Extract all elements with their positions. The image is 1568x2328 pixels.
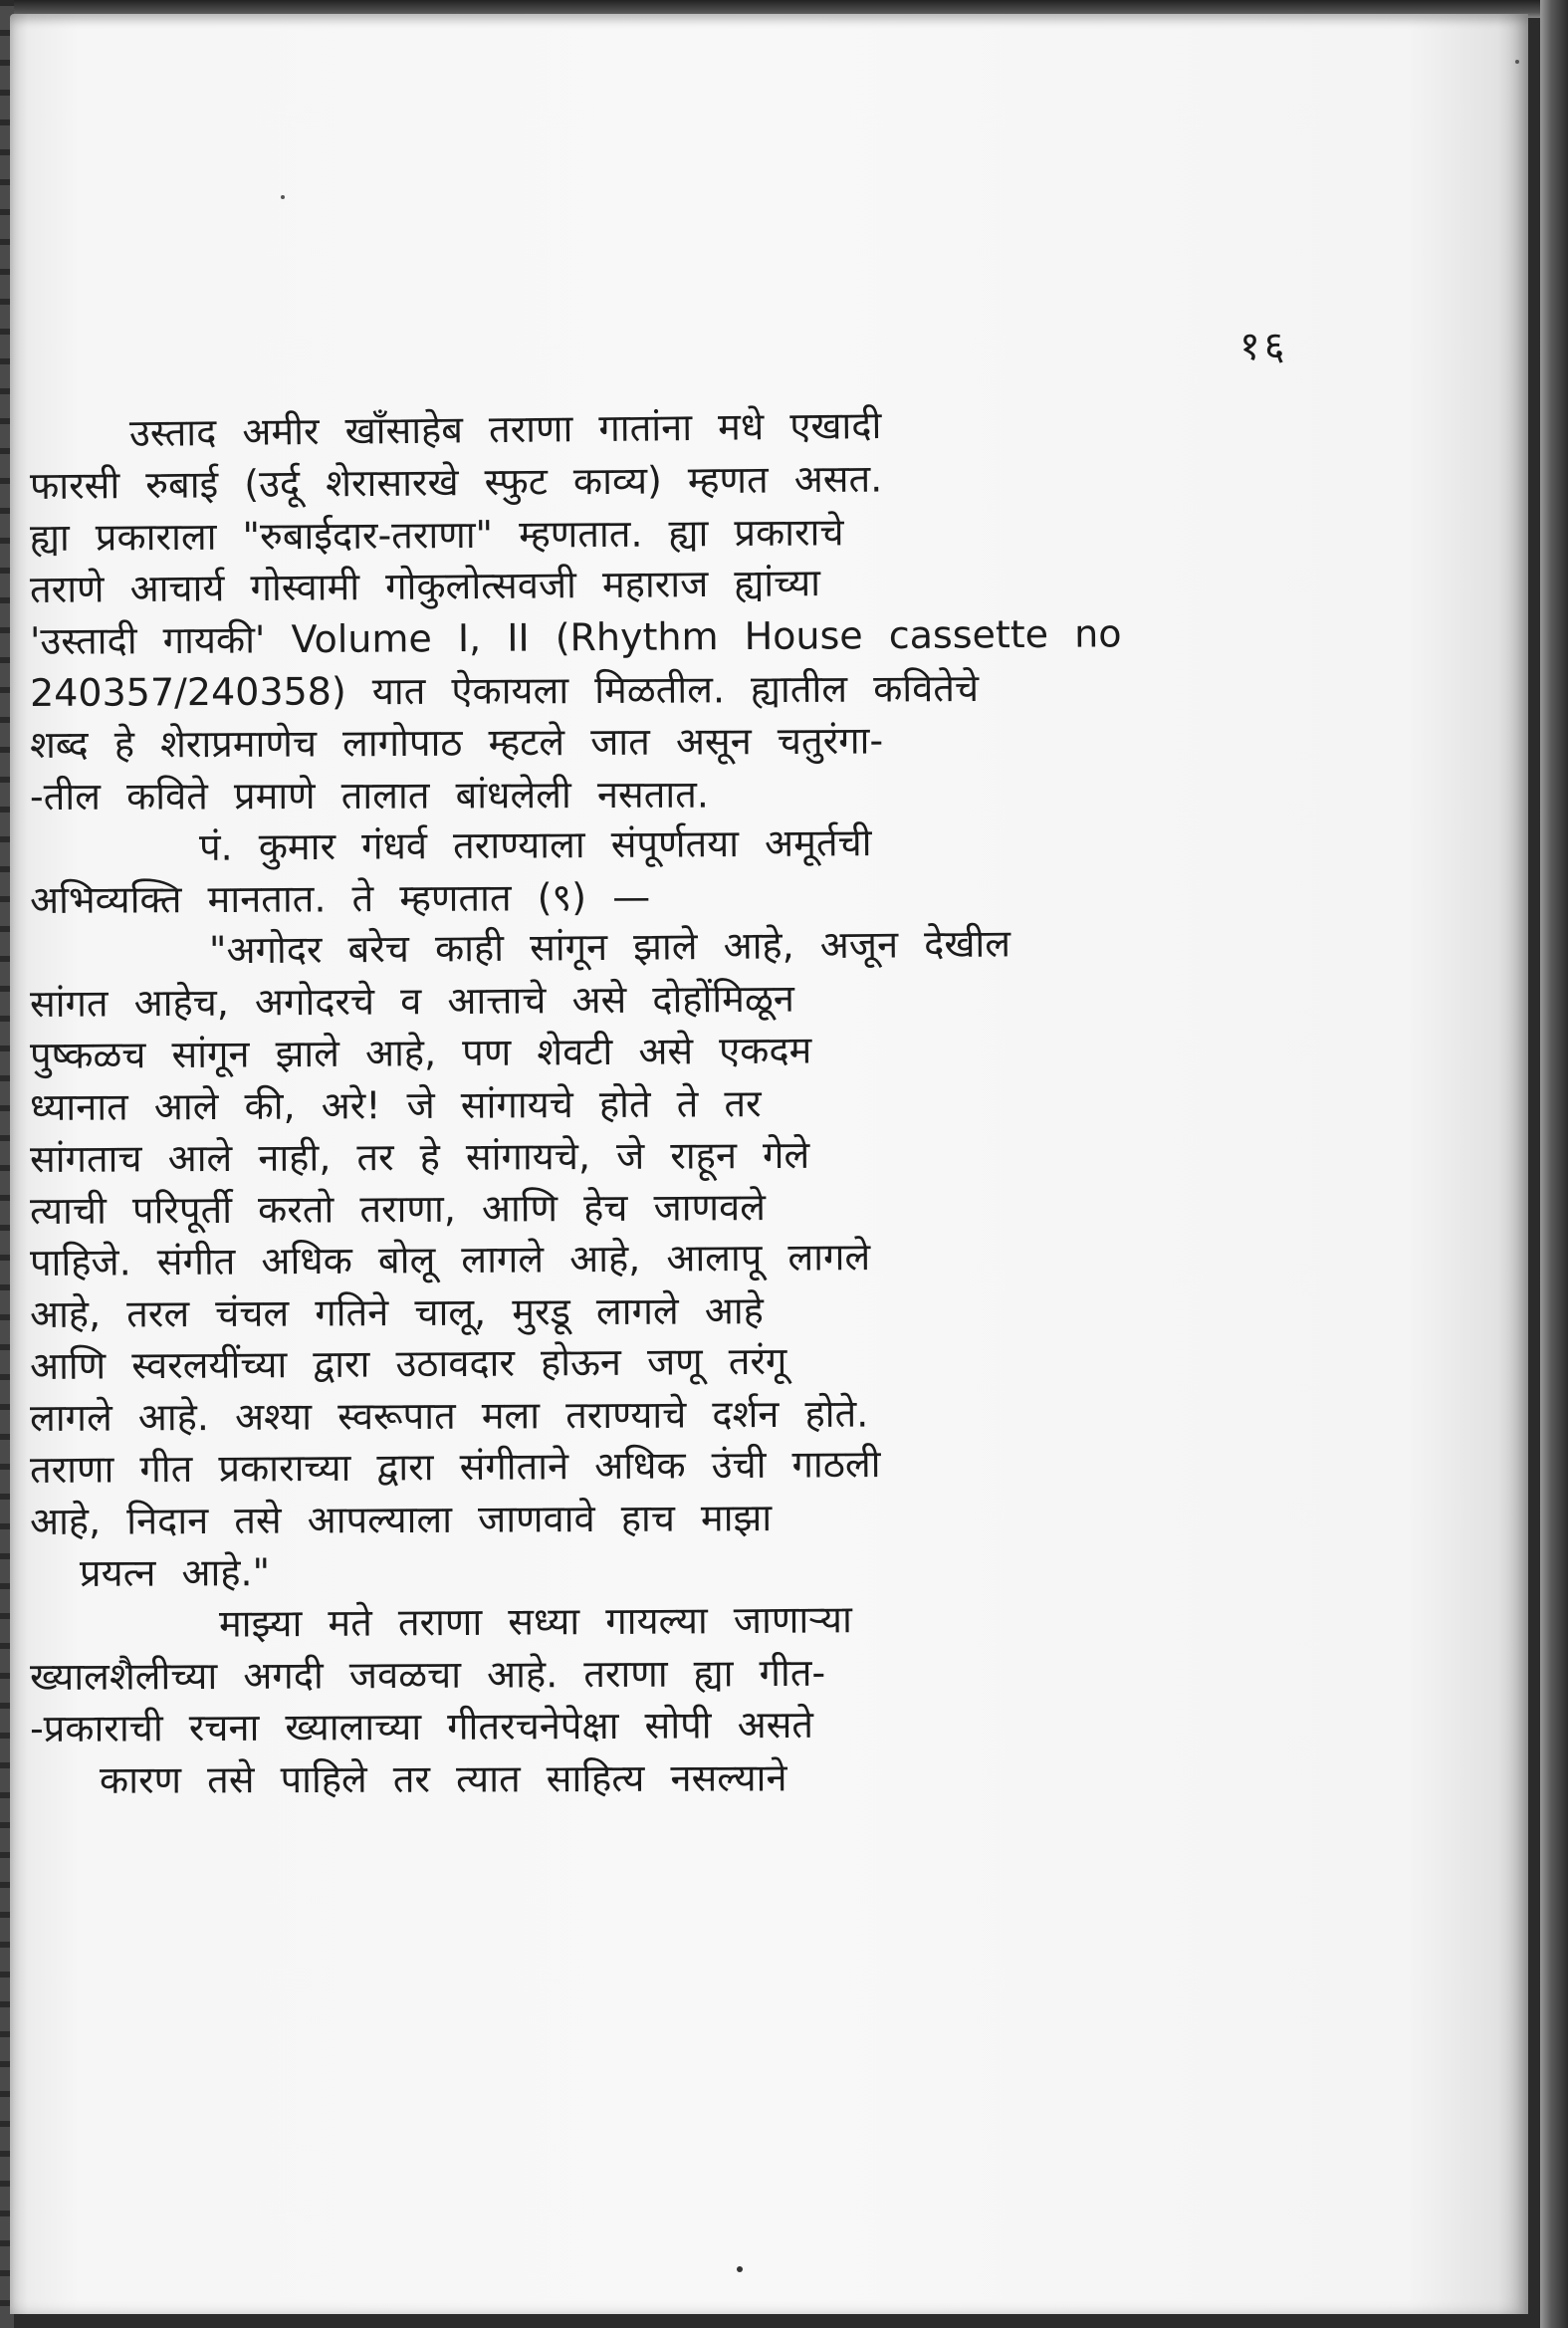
text-line: आहे, निदान तसे आपल्याला जाणवावे हाच माझा — [29, 1496, 773, 1543]
text-line: ह्या प्रकाराला "रुबाईदार-तराणा" म्हणतात. ह्या प्रकाराचे — [29, 510, 844, 560]
text-line: पुष्कळच सांगून झाले आहे, पण शेवटी असे एकदम — [29, 1028, 812, 1077]
ink-speck — [1515, 60, 1519, 64]
text-line: उस्ताद अमीर खाँसाहेब तराणा गातांना मधे एखादी — [128, 403, 882, 455]
text-line: तराणे आचार्य गोस्वामी गोकुलोत्सवजी महाराज ह्यांच्या — [29, 561, 821, 611]
text-line: लागले आहे. अश्या स्वरूपात मला तराण्याचे दर्शन होते. — [29, 1391, 869, 1440]
text-line: पं. कुमार गंधर्व तराण्याला संपूर्णतया अमूर्तची — [198, 820, 872, 869]
text-line: -प्रकाराची रचना ख्यालाच्या गीतरचनेपेक्षा सोपी असते — [29, 1702, 814, 1750]
text-line: "अगोदर बरेच काही सांगून झाले आहे, अजून देखील — [208, 921, 1011, 973]
page-right-edge — [1540, 0, 1568, 2328]
text-line: 'उस्तादी गायकी' Volume I, II (Rhythm House cassette no — [29, 611, 1122, 663]
text-line: आणि स्वरलयींच्या द्वारा उठावदार होऊन जणू तरंगू — [29, 1338, 787, 1388]
text-line: प्रयत्न आहे." — [79, 1550, 271, 1595]
text-line: शब्द हे शेराप्रमाणेच लागोपाठ म्हटले जात असून चतुरंगा- — [29, 718, 884, 767]
text-line: पाहिजे. संगीत अधिक बोलू लागले आहे, आलापू लागले — [29, 1235, 871, 1284]
text-line: सांगताच आले नाही, तर हे सांगायचे, जे राहून गेले — [29, 1132, 810, 1181]
ink-speck — [281, 195, 285, 199]
text-line: तराणा गीत प्रकाराच्या द्वारा संगीताने अधिक उंची गाठली — [29, 1442, 881, 1492]
ink-speck — [737, 2266, 743, 2272]
text-line: फारसी रुबाई (उर्दू शेरासारखे स्फुट काव्य) म्हणत असत. — [29, 456, 883, 508]
text-line: अभिव्यक्ति मानतात. ते म्हणतात (९) — — [29, 874, 651, 922]
text-line: -तील कविते प्रमाणे तालात बांधलेली नसतात. — [29, 772, 709, 818]
text-line: आहे, तरल चंचल गतिने चालू, मुरडू लागले आहे — [29, 1288, 764, 1336]
text-line: 240357/240358) यात ऐकायला मिळतील. ह्यातील कवितेचे — [29, 666, 980, 715]
text-line: ध्यानात आले की, अरे! जे सांगायचे होते ते तर — [29, 1081, 762, 1129]
text-line: सांगत आहेच, अगोदरचे व आत्ताचे असे दोहोंमिळून — [29, 976, 795, 1026]
text-line: त्याची परिपूर्ती करतो तराणा, आणि हेच जाणवले — [29, 1185, 767, 1233]
text-line: माझ्या मते तराणा सध्या गायल्या जाणाऱ्या — [218, 1597, 852, 1646]
handwritten-text-block — [29, 403, 1414, 1806]
page-number: १६ — [1239, 324, 1289, 369]
text-line: ख्यालशैलीच्या अगदी जवळचा आहे. तराणा ह्या गीत- — [29, 1650, 826, 1699]
text-line: कारण तसे पाहिले तर त्यात साहित्य नसल्याने — [99, 1755, 787, 1802]
